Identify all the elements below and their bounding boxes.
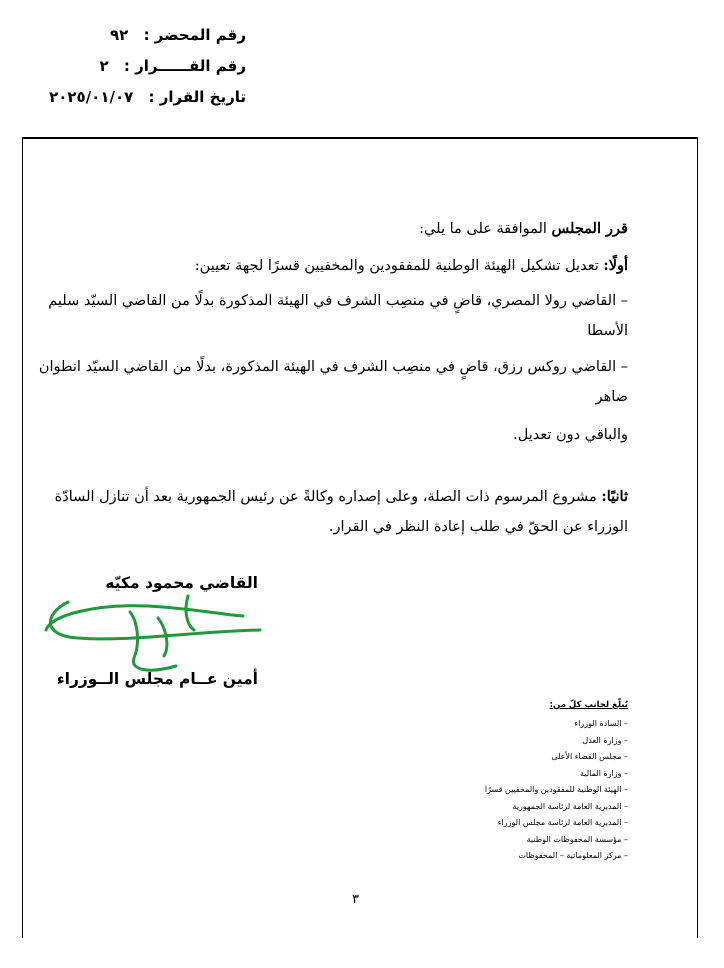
list-item: – المديرية العامة لرئاسة مجلس الوزراء [497,818,628,827]
page-number: ٣ [352,892,359,907]
right-border-line [697,138,698,938]
decision-date-value: ٢٠٢٥/٠١/٠٧ [49,88,134,106]
decision-intro-text: الموافقة على ما يلي: [419,221,547,237]
list-item: – مؤسسة المحفوظات الوطنية [526,834,628,844]
list-item: – مجلس القضاء الأعلى [551,752,628,761]
list-item: – مركز المعلوماتية – المحفوظات [518,851,628,860]
decision-date [49,88,246,106]
decision-date-label: تاريخ القرار : [148,88,246,106]
clause-second [32,482,628,542]
clause-first-text: تعديل تشكيل الهيئة الوطنية للمفقودين والمخفيين قسرًا لجهة تعيين: [194,258,599,274]
minutes-number-label: رقم المحضر : [143,26,246,44]
distribution-title: يُبلّغ لجانب كلّ من: [549,700,628,710]
list-item: – المديرية العامة لرئاسة الجمهورية [512,801,628,811]
signatory-title: أمين عــام مجلس الــوزراء [56,670,258,688]
list-item: – وزارة العدل [582,735,628,745]
list-item: – وزارة المالية [580,768,628,778]
header-rule [22,137,698,139]
decision-number [100,57,247,75]
decision-intro-bold: قرر المجلس [551,220,628,237]
decision-intro [32,214,628,244]
clause-first [32,251,628,281]
decision-number-label: رقم القــــــرار : [123,57,246,75]
clause-second-text: مشروع المرسوم ذات الصلة، وعلى إصداره وكالةً عن رئيس الجمهورية بعد أن تنازل السادّة الوزراء عن الحقّ في طلب إعادة النظر في القرار. [54,489,628,535]
rest-unchanged: والباقي دون تعديل. [513,427,628,443]
minutes-number [110,26,246,44]
appointment-item-2: – القاضي روكس رزق، قاضٍ في منصِب الشرف في الهيئة المذكورة، بدلًا من القاضي السيّد انطوان ضاهر [38,359,628,405]
left-border-line [22,138,23,938]
decision-number-value: ٢ [99,57,109,75]
appointment-item-1: – القاضي رولا المصري، قاضٍ في منصِب الشرف في الهيئة المذكورة بدلًا من القاضي السيّد سليم الأسطا [48,293,628,339]
list-item: – السادة الوزراء [574,719,628,728]
clause-second-bold: ثانيًا: [601,488,628,505]
clause-first-bold: أولًا: [603,257,628,274]
distribution-list [485,716,628,865]
list-item: – الهيئة الوطنية للمفقودين والمخفيين قسرًا [484,785,628,794]
signatory-name: القاضي محمود مكيّه [105,574,258,592]
minutes-number-value: ٩٢ [110,26,129,44]
handwritten-signature [38,592,268,682]
